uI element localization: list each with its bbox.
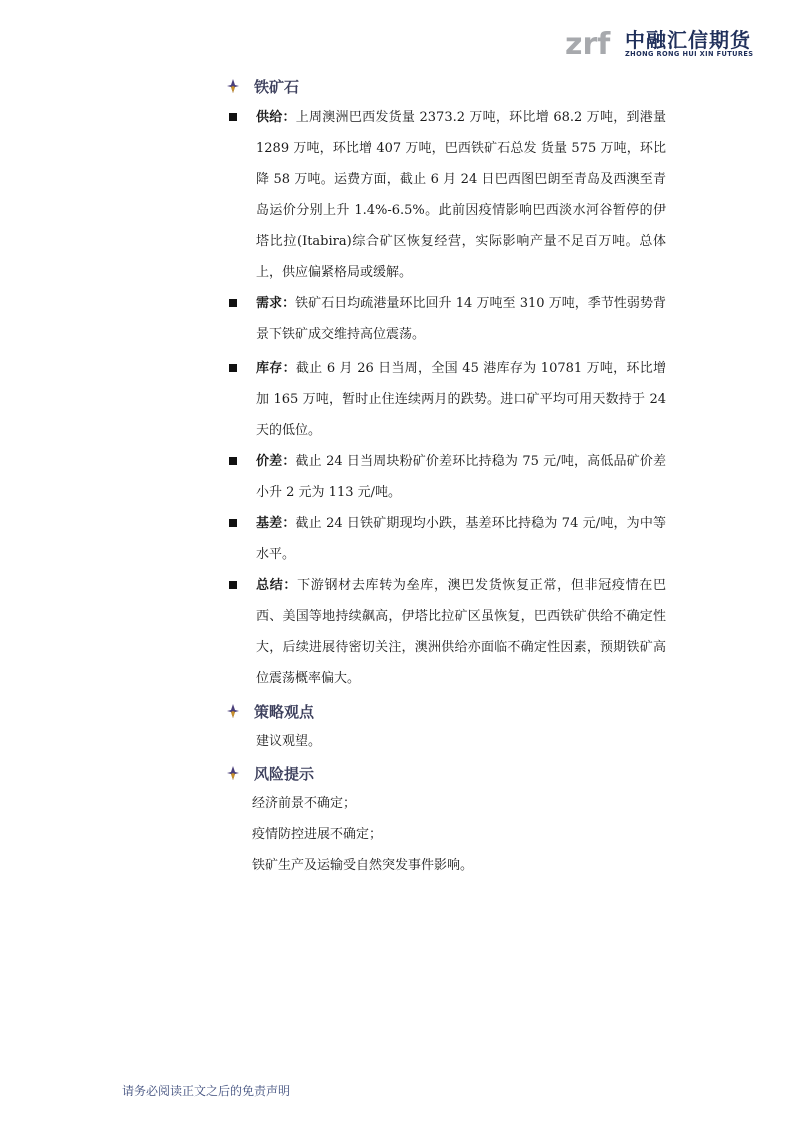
- square-bullet-icon: [229, 113, 237, 121]
- item-text: 下游钢材去库转为垒库，澳巴发货恢复正常，但非冠疫情在巴西、美国等地持续飙高，伊塔比拉矿区虽恢复，巴西铁矿供给不确定性大，后续进展待密切关注，澳洲供给亦面临不确定性因素，预期铁矿高位震荡概率偏大。: [256, 578, 666, 686]
- item-text: 截止 24 日铁矿期现均小跌，基差环比持稳为 74 元/吨，为中等水平。: [256, 516, 666, 562]
- diamond-bullet-icon: [226, 78, 240, 94]
- section-title: 风险提示: [254, 764, 315, 783]
- diamond-bullet-icon: [226, 703, 240, 719]
- section-title: 策略观点: [254, 702, 315, 721]
- diamond-bullet-icon: [226, 765, 240, 781]
- section-heading-risk: [226, 761, 314, 785]
- item-label: 供给：: [256, 110, 296, 125]
- item-text: 铁矿石日均疏港量环比回升 14 万吨至 310 万吨，季节性弱势背景下铁矿成交维持高位震荡。: [256, 296, 666, 342]
- company-name-en: ZHONG RONG HUI XIN FUTURES: [625, 50, 754, 58]
- section-title: 铁矿石: [254, 77, 300, 96]
- paragraph-inventory: [256, 353, 666, 446]
- item-label: 库存：: [256, 361, 296, 376]
- square-bullet-icon: [229, 519, 237, 527]
- item-label: 价差：: [256, 454, 296, 469]
- paragraph-basis: [256, 508, 666, 570]
- square-bullet-icon: [229, 364, 237, 372]
- square-bullet-icon: [229, 457, 237, 465]
- logo-mark-text: zrf: [565, 27, 611, 60]
- company-name-cn: 中融汇信期货: [625, 28, 751, 52]
- square-bullet-icon: [229, 299, 237, 307]
- paragraph-demand: [256, 288, 666, 350]
- item-label: 总结：: [256, 578, 298, 593]
- strategy-text: 建议观望。: [256, 734, 322, 749]
- square-bullet-icon: [229, 581, 237, 589]
- risk-line: 铁矿生产及运输受自然突发事件影响。: [252, 858, 474, 873]
- paragraph-summary: [256, 570, 666, 694]
- paragraph-supply: [256, 102, 666, 288]
- risk-line: 经济前景不确定；: [252, 796, 357, 811]
- item-text: 截止 6 月 26 日当周，全国 45 港库存为 10781 万吨，环比增加 165 万吨，暂时止住连续两月的跌势。进口矿平均可用天数持于 24 天的低位。: [256, 361, 666, 438]
- paragraph-price-spread: [256, 446, 666, 508]
- zrf-logo-icon: [565, 20, 623, 60]
- disclaimer-footer: 请务必阅读正文之后的免责声明: [122, 1084, 291, 1098]
- section-heading-iron-ore: [226, 74, 299, 98]
- section-heading-strategy: [226, 699, 314, 723]
- item-text: 截止 24 日当周块粉矿价差环比持稳为 75 元/吨，高低品矿价差小升 2 元为 113 元/吨。: [256, 454, 666, 500]
- item-label: 需求：: [256, 296, 296, 311]
- risk-line: 疫情防控进展不确定；: [252, 827, 383, 842]
- item-label: 基差：: [256, 516, 296, 531]
- company-logo: [565, 20, 780, 64]
- item-text: 上周澳洲巴西发货量 2373.2 万吨，环比增 68.2 万吨，到港量 1289 万吨，环比增 407 万吨，巴西铁矿石总发 货量 575 万吨，环比降 58 万吨。运费方面，截止 6 月 24 日巴西图巴朗至青岛及西澳至青岛运价分别上升 1.4%-6.5%。此前因疫情影响巴西淡水河谷暂停的伊塔比拉(Itabira)综合矿区恢复经营，实际影响产量不足百万吨。总体上，供应偏紧格局或缓解。: [256, 110, 666, 280]
